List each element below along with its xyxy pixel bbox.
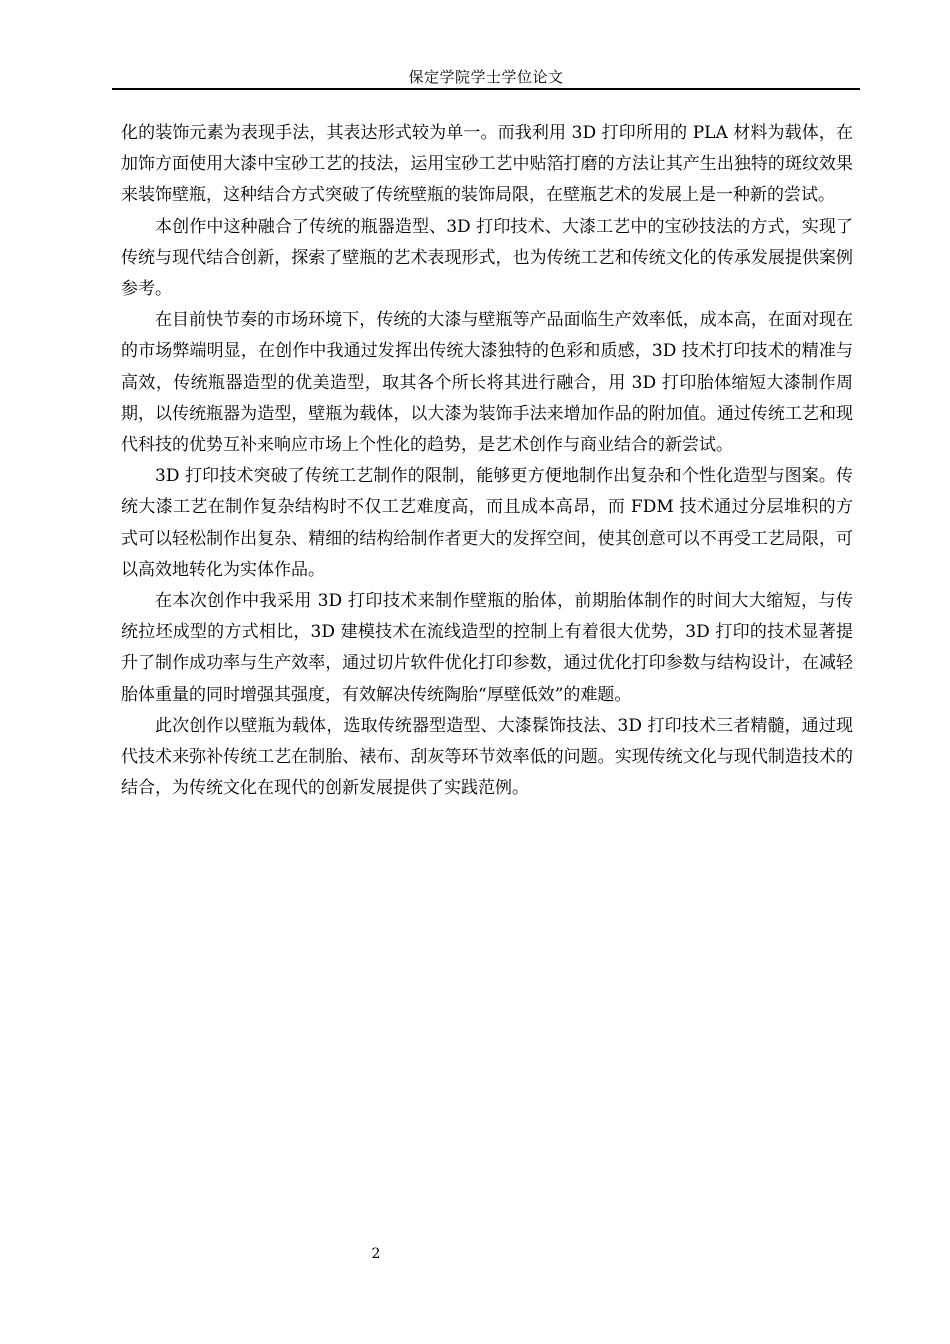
paragraph: 3D 打印技术突破了传统工艺制作的限制，能够更方便地制作出复杂和个性化造型与图案。传统大漆工艺在制作复杂结构时不仅工艺难度高，而且成本高昂，而 FDM 技术通过分层堆积的方式可以轻松制作出复杂、精细的结构给制作者更大的发挥空间，使其创意可以不再受工艺局限，可以高效地转化为实体作品。 — [121, 466, 853, 580]
running-header: 保定学院学士学位论文 — [408, 68, 564, 86]
body-text — [121, 118, 853, 804]
page-number-value: 2 — [371, 1246, 381, 1262]
header-rule — [112, 88, 860, 90]
paragraph: 本创作中这种融合了传统的瓶器造型、3D 打印技术、大漆工艺中的宝砂技法的方式，实现了传统与现代结合创新，探索了壁瓶的艺术表现形式，也为传统工艺和传统文化的传承发展提供案例参考。 — [121, 216, 853, 300]
paragraph: 在本次创作中我采用 3D 打印技术来制作壁瓶的胎体，前期胎体制作的时间大大缩短，与传统拉坯成型的方式相比，3D 建模技术在流线造型的控制上有着很大优势，3D 打印的技术显著提升了制作成功率与生产效率，通过切片软件优化打印参数，通过优化打印参数与结构设计，在减轻胎体重量的同时增强其强度，有效解决传统陶胎“厚壁低效”的难题。 — [121, 591, 853, 705]
paragraph: 此次创作以壁瓶为载体，选取传统器型造型、大漆髹饰技法、3D 打印技术三者精髓，通过现代技术来弥补传统工艺在制胎、裱布、刮灰等环节效率低的问题。实现传统文化与现代制造技术的结合，为传统文化在现代的创新发展提供了实践范例。 — [121, 715, 853, 799]
page-number — [0, 1244, 950, 1264]
paragraph: 在目前快节奏的市场环境下，传统的大漆与壁瓶等产品面临生产效率低，成本高，在面对现在的市场弊端明显，在创作中我通过发挥出传统大漆独特的色彩和质感，3D 技术打印技术的精准与高效，传统瓶器造型的优美造型，取其各个所长将其进行融合，用 3D 打印胎体缩短大漆制作周期，以传统瓶器为造型，壁瓶为载体，以大漆为装饰手法来增加作品的附加值。通过传统工艺和现代科技的优势互补来响应市场上个性化的趋势，是艺术创作与商业结合的新尝试。 — [121, 310, 853, 456]
paragraph-continued: 化的装饰元素为表现手法，其表达形式较为单一。而我利用 3D 打印所用的 PLA 材料为载体，在加饰方面使用大漆中宝砂工艺的技法，运用宝砂工艺中贴箔打磨的方法让其产生出独特的斑纹效果来装饰壁瓶，这种结合方式突破了传统壁瓶的装饰局限，在壁瓶艺术的发展上是一种新的尝试。 — [121, 123, 853, 206]
